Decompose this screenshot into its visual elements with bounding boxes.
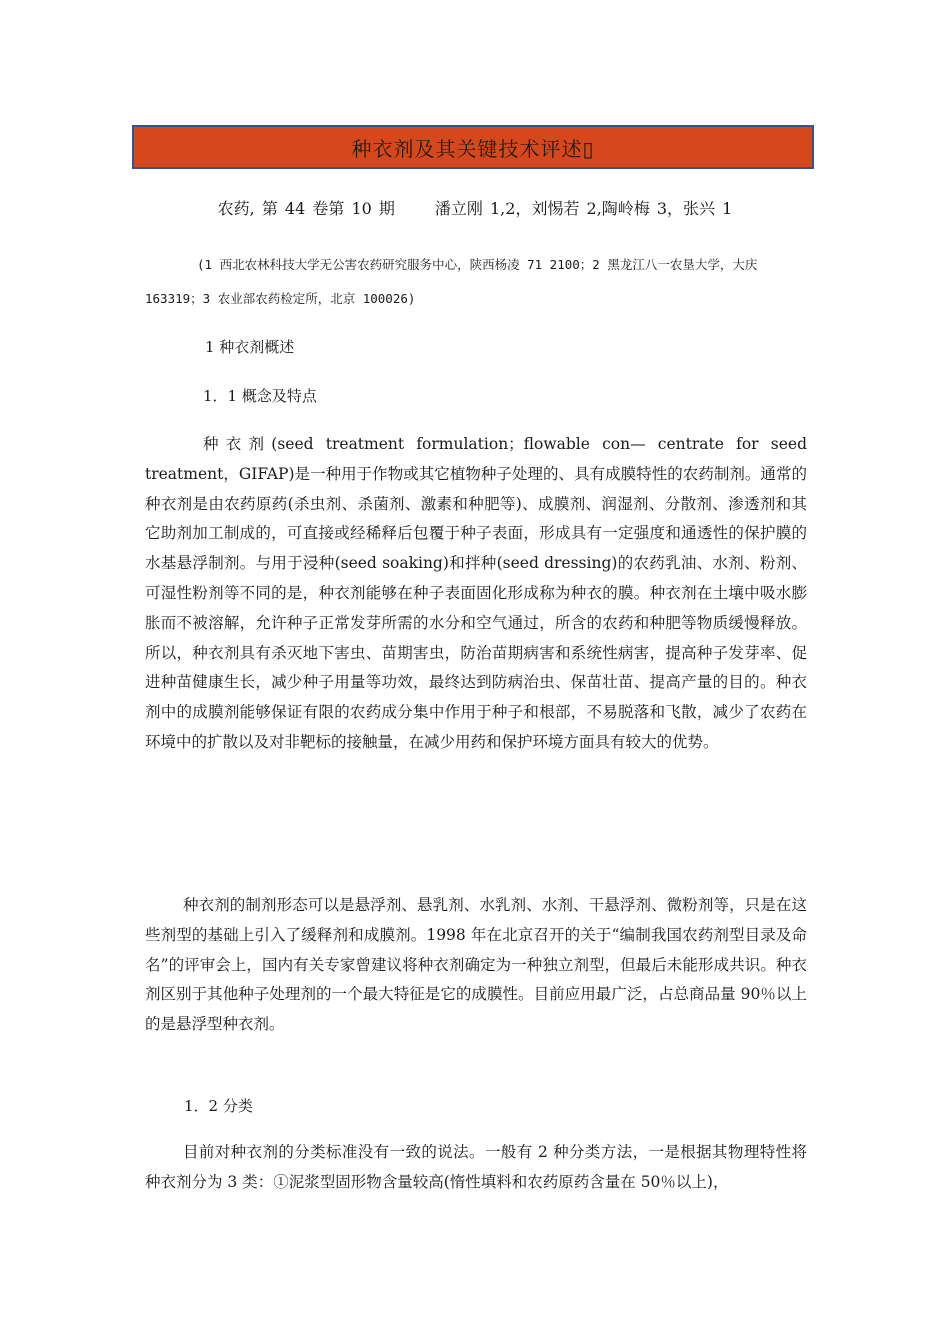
author-list: 潘立刚 1,2，刘惕若 2,陶岭梅 3，张兴 1 bbox=[434, 199, 733, 218]
document-title: 种衣剂及其关键技术评述▯ bbox=[351, 136, 595, 161]
section-heading-1-2: 1．2 分类 bbox=[184, 1097, 253, 1115]
paragraph-classification: 目前对种衣剂的分类标准没有一致的说法。一般有 2 种分类方法，一是根据其物理特性将种衣剂分为 3 类：①泥浆型固形物含量较高(惰性填料和农药原药含量在 50％以上)， bbox=[145, 1143, 807, 1191]
section-heading-1-1: 1．1 概念及特点 bbox=[203, 387, 317, 405]
affiliations: (1 西北农林科技大学无公害农药研究服务中心，陕西杨凌 71 2100；2 黑龙江八一农垦大学，大庆 163319；3 农业部农药检定所，北京 100026) bbox=[145, 257, 758, 306]
paragraph-concept: 种衣剂(seed treatment formulation；flowable con— centrate for seed treatment，GIFAP)是一种用于作物或其它植物种子处理的、具有成膜特性的农药制剂。通常的种衣剂是由农药原药(杀虫剂、杀菌剂、激素和种肥等)、成膜剂、润湿剂、分散剂、渗透剂和其它助剂加工制成的，可直接或经稀释后包覆于种子表面，形成具有一定强度和通透性的保护膜的水基悬浮制剂。与用于浸种(seed soaking)和拌种(seed dressing)的农药乳油、水剂、粉剂、可湿性粉剂等不同的是，种衣剂能够在种子表面固化形成称为种衣的膜。种衣剂在土壤中吸水膨胀而不被溶解，允许种子正常发芽所需的水分和空气通过，所含的农药和种肥等物质缓慢释放。所以，种衣剂具有杀灭地下害虫、苗期害虫，防治苗期病害和系统性病害，提高种子发芽率、促进种苗健康生长，减少种子用量等功效，最终达到防病治虫、保苗壮苗、提高产量的目的。种衣剂中的成膜剂能够保证有限的农药成分集中作用于种子和根部，不易脱落和飞散，减少了农药在环境中的扩散以及对非靶标的接触量，在减少用药和保护环境方面具有较大的优势。 bbox=[145, 435, 807, 751]
journal-info: 农药, 第 44 卷第 10 期 bbox=[217, 199, 395, 218]
section-heading-1: 1 种衣剂概述 bbox=[205, 338, 295, 356]
title-banner bbox=[132, 125, 814, 169]
publication-meta bbox=[0, 196, 950, 219]
paragraph-forms: 种衣剂的制剂形态可以是悬浮剂、悬乳剂、水乳剂、水剂、干悬浮剂、微粉剂等，只是在这些剂型的基础上引入了缓释剂和成膜剂。1998 年在北京召开的关于“编制我国农药剂型目录及命名”的评审会上，国内有关专家曾建议将种衣剂确定为一种独立剂型，但最后未能形成共识。种衣剂区别于其他种子处理剂的一个最大特征是它的成膜性。目前应用最广泛，占总商品量 90％以上的是悬浮型种衣剂。 bbox=[145, 896, 807, 1034]
